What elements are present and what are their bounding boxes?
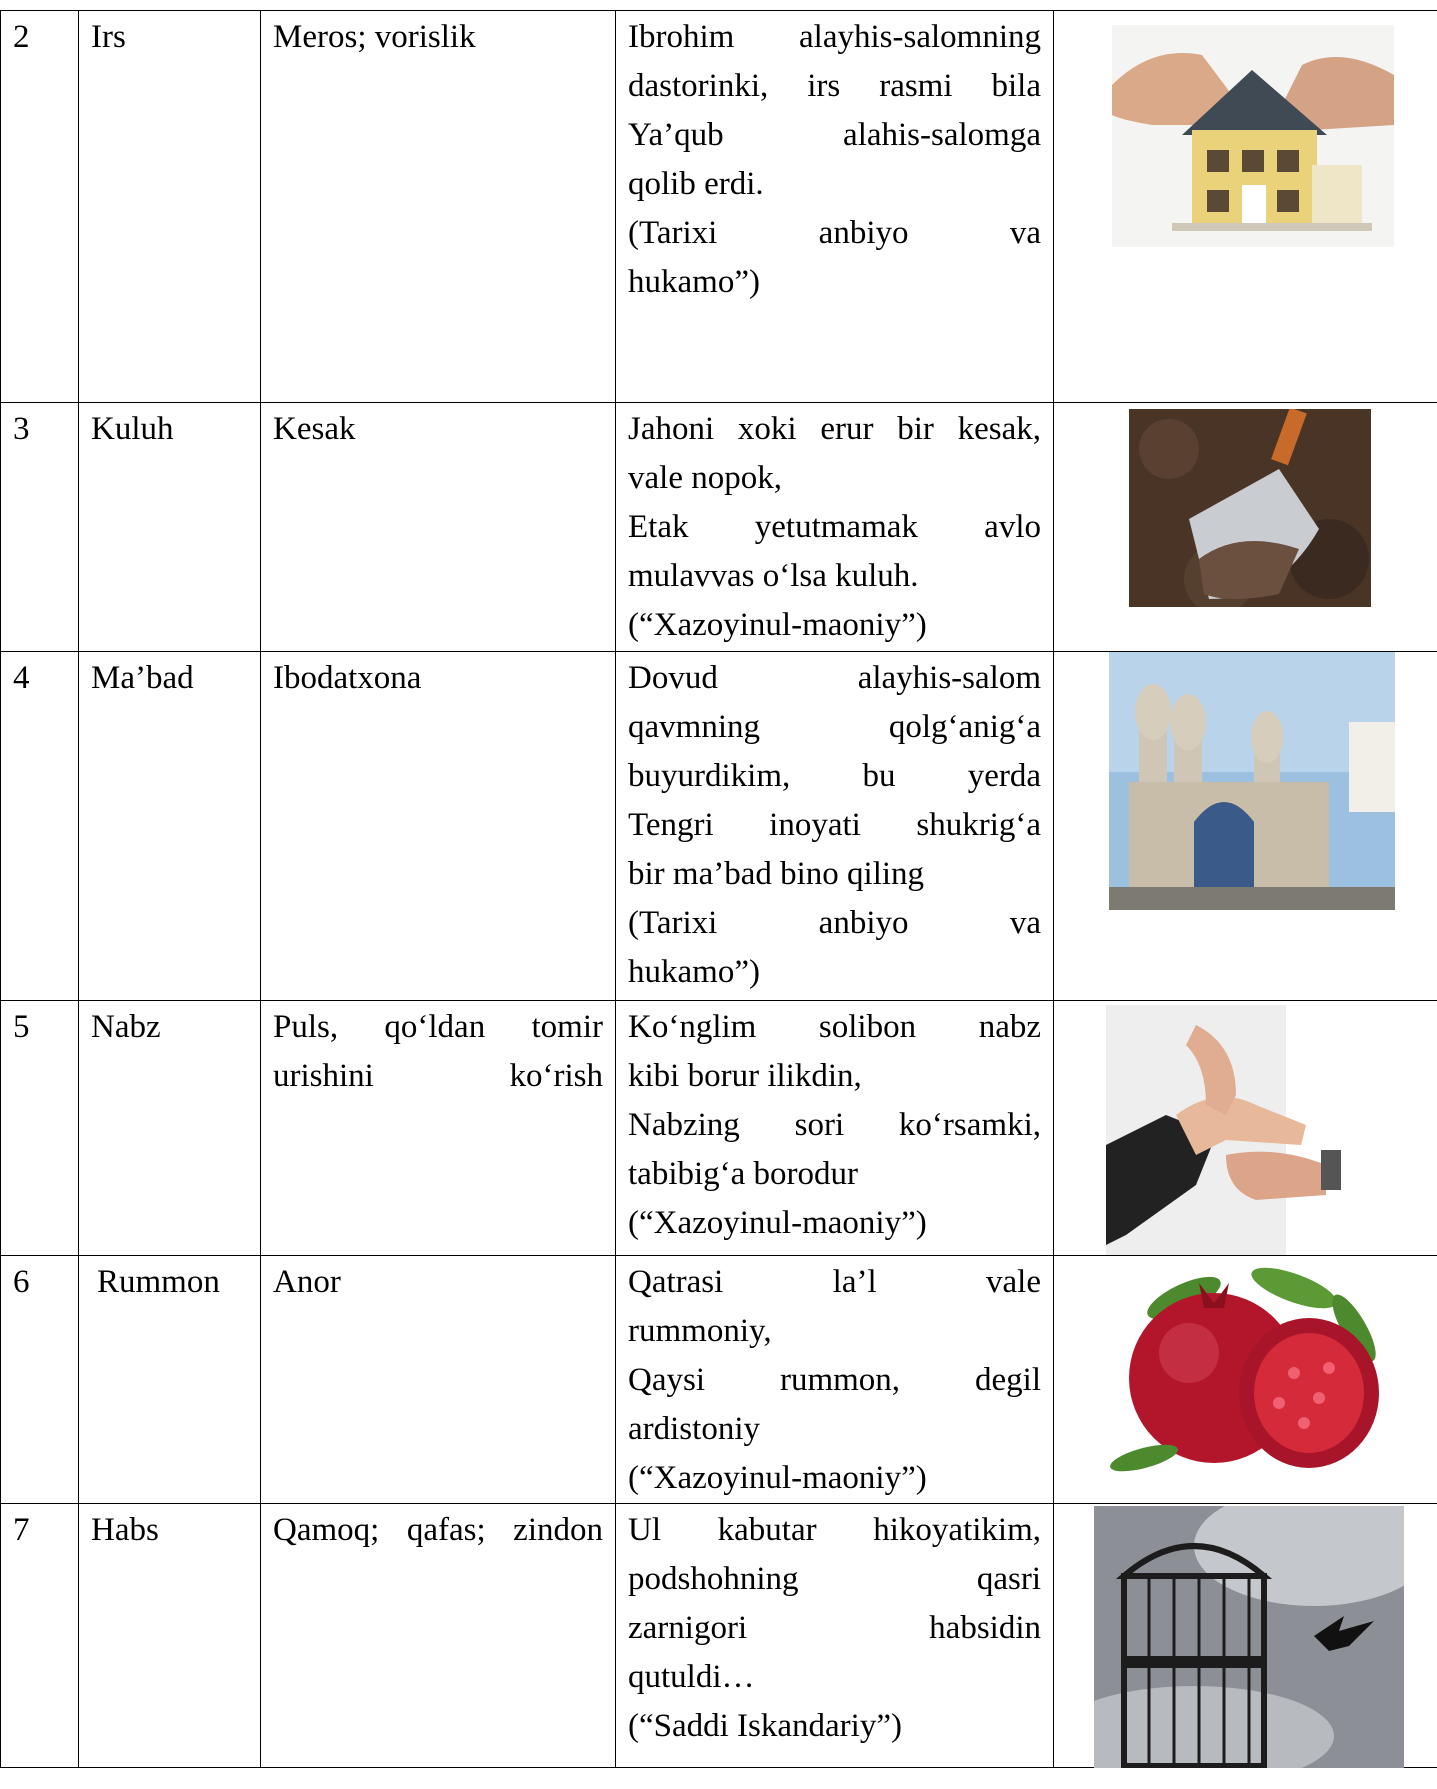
image-cell xyxy=(1054,11,1437,403)
meaning-text: Puls, qo‘ldan tomir urishini ko‘rish xyxy=(273,1009,603,1094)
table-row xyxy=(1,652,1437,1001)
quote-line: Nabzing sori ko‘rsamki, xyxy=(628,1107,1041,1143)
table-row xyxy=(1,11,1437,403)
quote-line: hukamo”) xyxy=(628,264,760,300)
quote-line: mulavvas o‘lsa kuluh. xyxy=(628,558,919,594)
row-number: 5 xyxy=(1,1001,79,1256)
quote-line: tabibig‘a borodur xyxy=(628,1156,859,1192)
quote-line: zarnigori habsidin xyxy=(628,1610,1041,1646)
quote-line: Qaysi rummon, degil xyxy=(628,1362,1041,1398)
image-cell xyxy=(1054,1504,1437,1768)
row-number: 2 xyxy=(1,11,79,403)
quote-line: kibi borur ilikdin, xyxy=(628,1058,862,1094)
table-row xyxy=(1,1504,1437,1768)
church-building-image xyxy=(1109,652,1395,910)
quote-line: podshohning qasri xyxy=(628,1561,1041,1597)
trowel-with-soil-image xyxy=(1129,409,1371,607)
birdcage-with-bird-image xyxy=(1094,1506,1404,1768)
image-cell xyxy=(1054,652,1437,1001)
quote-cell xyxy=(616,1256,1054,1504)
row-number: 4 xyxy=(1,652,79,1001)
quote-line: Ul kabutar hikoyatikim, xyxy=(628,1512,1041,1548)
image-cell xyxy=(1054,403,1437,652)
row-number: 6 xyxy=(1,1256,79,1504)
quote-line: dastorinki, irs rasmi bila xyxy=(628,68,1041,104)
quote-line: ardistoniy xyxy=(628,1411,760,1447)
row-number: 3 xyxy=(1,403,79,652)
quote-cell xyxy=(616,11,1054,403)
word-cell: Kuluh xyxy=(79,403,261,652)
vocabulary-table xyxy=(0,10,1437,1768)
quote-line: Jahoni xoki erur bir kesak, xyxy=(628,411,1041,447)
quote-line: (“Xazoyinul-maoniy”) xyxy=(628,1205,927,1241)
quote-line: Ko‘nglim solibon nabz xyxy=(628,1009,1041,1045)
meaning-text: Qamoq; qafas; zindon xyxy=(273,1512,603,1548)
quote-line: rummoniy, xyxy=(628,1313,772,1349)
quote-line: (Tarixi anbiyo va xyxy=(628,905,1041,941)
quote-line: Etak yetutmamak avlo xyxy=(628,509,1041,545)
quote-cell xyxy=(616,1504,1054,1768)
table-row xyxy=(1,1256,1437,1504)
meaning-cell: Ibodatxona xyxy=(261,652,616,1001)
quote-line: qavmning qolg‘anig‘a xyxy=(628,709,1041,745)
quote-line: (Tarixi anbiyo va xyxy=(628,215,1041,251)
quote-line: qutuldi… xyxy=(628,1659,755,1695)
quote-cell xyxy=(616,403,1054,652)
quote-line: Ya’qub alahis-salomga xyxy=(628,117,1041,153)
quote-line: vale nopok, xyxy=(628,460,782,496)
quote-line: (“Xazoyinul-maoniy”) xyxy=(628,1460,927,1496)
quote-line: Dovud alayhis-salom xyxy=(628,660,1041,696)
quote-line: bir ma’bad bino qiling xyxy=(628,856,925,892)
pulse-check-image xyxy=(1106,1005,1400,1255)
table-row xyxy=(1,403,1437,652)
word-cell: Nabz xyxy=(79,1001,261,1256)
quote-line: Tengri inoyati shukrig‘a xyxy=(628,807,1041,843)
quote-line: buyurdikim, bu yerda xyxy=(628,758,1041,794)
word-cell: Ma’bad xyxy=(79,652,261,1001)
quote-cell xyxy=(616,652,1054,1001)
meaning-cell: Meros; vorislik xyxy=(261,11,616,403)
quote-line: Qatrasi la’l vale xyxy=(628,1264,1041,1300)
quote-line: (“Saddi Iskandariy”) xyxy=(628,1708,902,1744)
quote-cell xyxy=(616,1001,1054,1256)
quote-line: (“Xazoyinul-maoniy”) xyxy=(628,607,927,643)
meaning-cell xyxy=(261,1001,616,1256)
word-cell: Rummon xyxy=(79,1256,261,1504)
quote-line: hukamo”) xyxy=(628,954,760,990)
quote-line: qolib erdi. xyxy=(628,166,764,202)
pomegranate-image xyxy=(1104,1258,1402,1476)
meaning-cell: Anor xyxy=(261,1256,616,1504)
image-cell xyxy=(1054,1001,1437,1256)
quote-line: Ibrohim alayhis-salomning xyxy=(628,19,1041,55)
word-cell: Irs xyxy=(79,11,261,403)
meaning-cell: Kesak xyxy=(261,403,616,652)
row-number: 7 xyxy=(1,1504,79,1768)
image-cell xyxy=(1054,1256,1437,1504)
word-cell: Habs xyxy=(79,1504,261,1768)
hands-holding-house-image xyxy=(1112,25,1394,247)
table-row xyxy=(1,1001,1437,1256)
meaning-cell xyxy=(261,1504,616,1768)
